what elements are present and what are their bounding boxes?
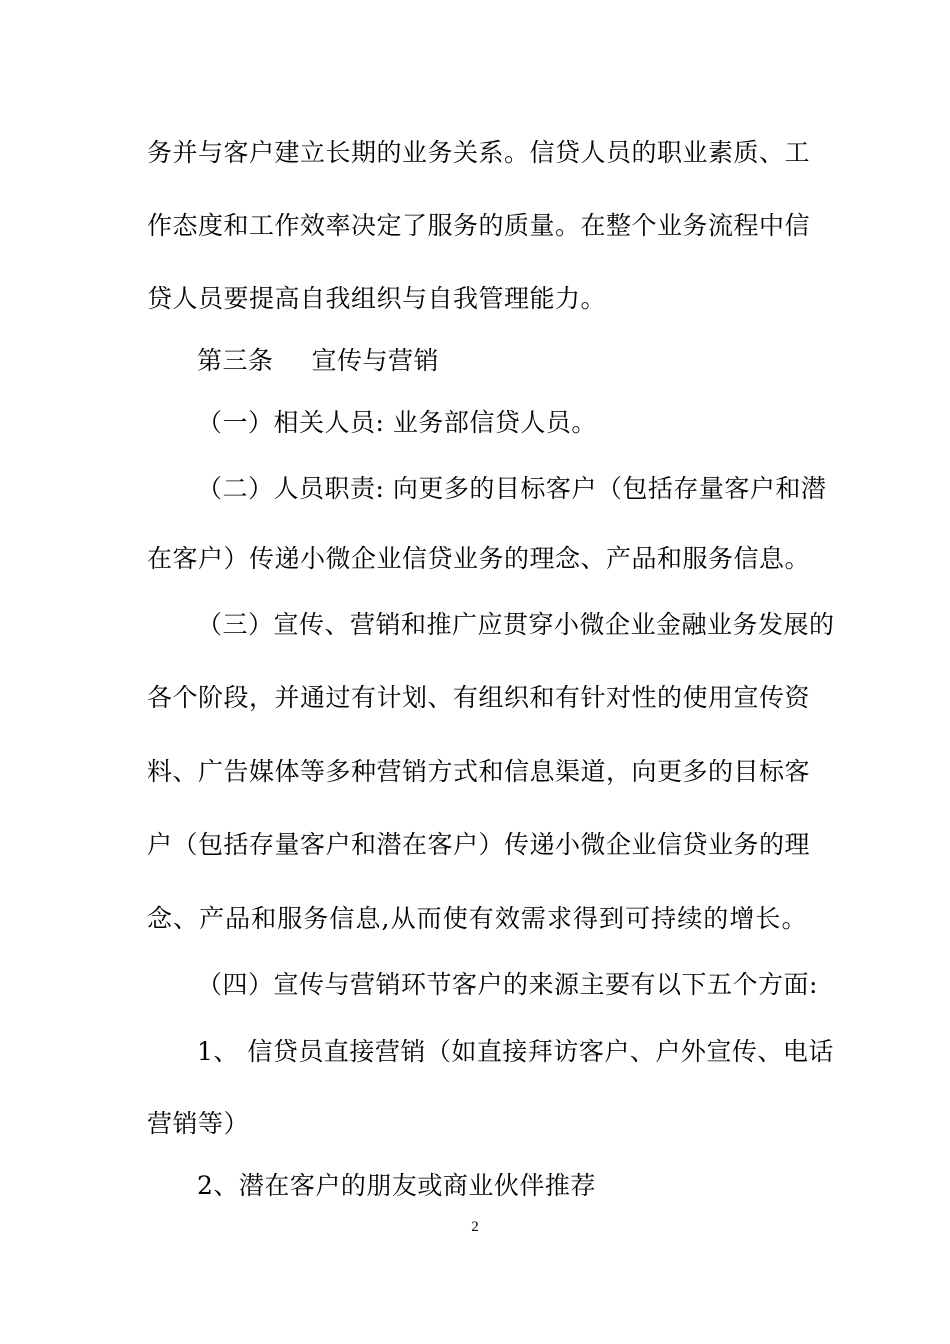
paragraph-line-1: 务并与客户建立长期的业务关系。信贷人员的职业素质、工	[147, 138, 811, 167]
paragraph-line-2: 作态度和工作效率决定了服务的质量。在整个业务流程中信	[147, 211, 811, 240]
item-2-line-2: 在客户）传递小微企业信贷业务的理念、产品和服务信息。	[147, 544, 811, 573]
paragraph-line-3: 贷人员要提高自我组织与自我管理能力。	[147, 284, 607, 313]
source-1-line-2: 营销等）	[147, 1109, 250, 1138]
page-number: 2	[471, 1219, 479, 1235]
source-2-line: 2、潜在客户的朋友或商业伙伴推荐	[197, 1171, 596, 1200]
item-3-line-1: （三）宣传、营销和推广应贯穿小微企业金融业务发展的	[197, 610, 835, 639]
item-3-line-2: 各个阶段，并通过有计划、有组织和有针对性的使用宣传资	[147, 683, 811, 712]
item-4-line: （四）宣传与营销环节客户的来源主要有以下五个方面:	[197, 970, 818, 999]
item-3-line-4: 户（包括存量客户和潜在客户）传递小微企业信贷业务的理	[147, 830, 811, 859]
article-heading	[197, 344, 807, 378]
item-3-line-3: 料、广告媒体等多种营销方式和信息渠道，向更多的目标客	[147, 757, 811, 786]
item-3-line-5: 念、产品和服务信息,从而使有效需求得到可持续的增长。	[147, 904, 807, 933]
item-1-line: （一）相关人员: 业务部信贷人员。	[197, 408, 597, 437]
article-number: 第三条	[197, 346, 274, 375]
article-title: 宣传与营销	[311, 346, 440, 375]
item-2-line-1: （二）人员职责: 向更多的目标客户（包括存量客户和潜	[197, 474, 827, 503]
source-1-line-1: 1、 信贷员直接营销（如直接拜访客户、户外宣传、电话	[197, 1037, 834, 1066]
